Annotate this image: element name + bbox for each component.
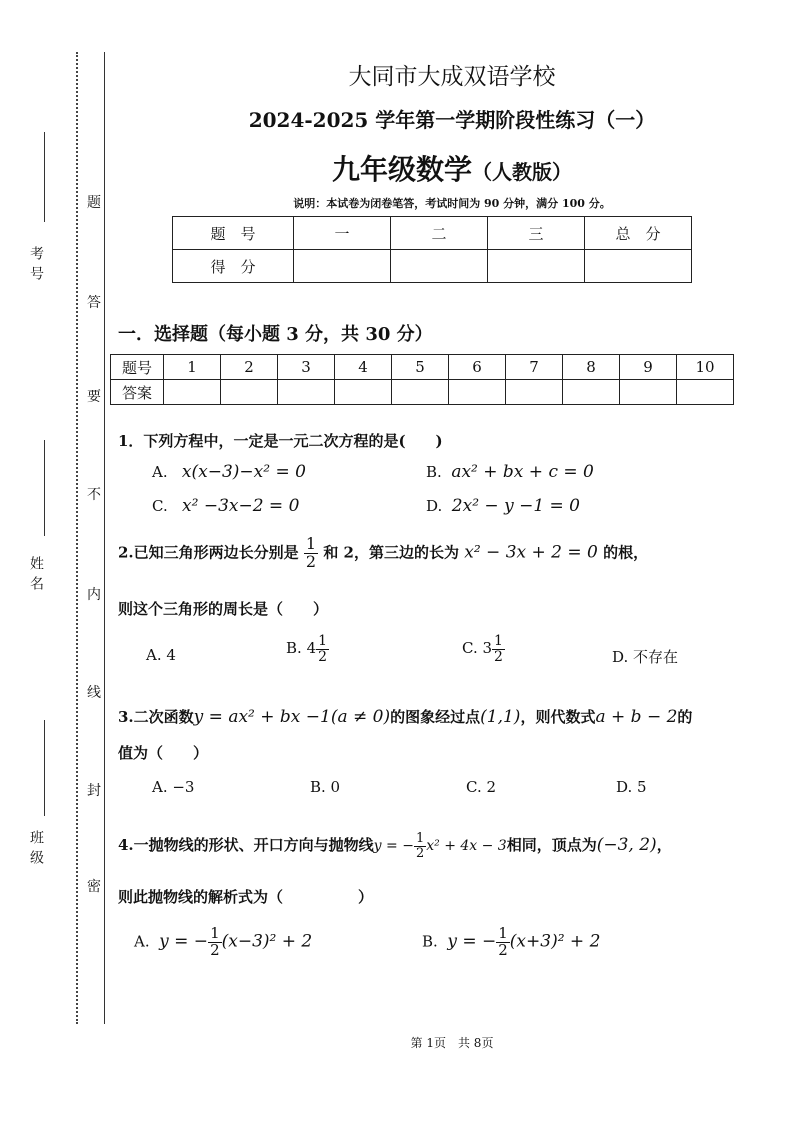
answer-table-label: 题号: [111, 355, 164, 380]
question-1-option-b[interactable]: B. ax² + bx + c = 0: [426, 462, 594, 482]
question-number-cell: 2: [221, 355, 278, 380]
section-title: 一．选择题（每小题 3 分，共 30 分）: [118, 324, 433, 345]
answer-cell[interactable]: [620, 380, 677, 405]
exam-note: 说明：本试卷为闭卷笔答，考试时间为 90 分钟，满分 100 分。: [293, 197, 611, 210]
q2-stem-part: 的根，: [603, 543, 649, 562]
score-cell[interactable]: [585, 250, 692, 283]
question-2-option-c[interactable]: [462, 634, 505, 664]
option-label: B.: [422, 932, 438, 951]
subject-title: [110, 148, 794, 188]
q3-point: (1,1): [480, 707, 521, 727]
option-label: A.: [134, 932, 150, 951]
q3-stem-part: 3.二次函数: [118, 708, 194, 726]
fraction-denominator: 2: [318, 648, 328, 665]
term-title: 2024-2025 学年第一学期阶段性练习（一）: [248, 108, 656, 132]
seal-char: 答: [87, 295, 101, 311]
question-3-option-d[interactable]: D. 5: [616, 778, 647, 796]
score-row-label: 得 分: [173, 250, 294, 283]
dotted-cut-line: [76, 52, 78, 1024]
question-number-cell: 3: [278, 355, 335, 380]
question-4-option-a[interactable]: [134, 926, 312, 959]
score-cell[interactable]: [294, 250, 391, 283]
question-number-cell: 8: [563, 355, 620, 380]
q3-stem-part: 的图象经过点: [390, 708, 481, 726]
score-table-header-row: [173, 217, 692, 250]
score-table-header-cell: 总 分: [585, 217, 692, 250]
option-a-math: x(x−3)−x² = 0: [181, 462, 306, 482]
q4-function-prefix: y = −: [373, 838, 414, 855]
fraction-numerator: 1: [305, 534, 317, 553]
fraction-numerator: 1: [318, 633, 328, 649]
seal-char: 封: [87, 783, 101, 799]
fraction-numerator: 1: [494, 633, 503, 649]
score-table: [172, 216, 692, 283]
name-blank[interactable]: [44, 440, 45, 536]
q2-stem-part: 和 2，第三边的长为: [323, 543, 459, 562]
answer-cell[interactable]: [449, 380, 506, 405]
q4-stem-part: 相同，顶点为: [506, 836, 597, 855]
question-1-stem: 1．下列方程中，一定是一元二次方程的是( ): [118, 432, 443, 450]
question-number-cell: 9: [620, 355, 677, 380]
question-2-stem-line2: 则这个三角形的周长是（ ）: [118, 600, 329, 618]
fraction-denominator: 2: [498, 940, 508, 959]
question-3-option-c[interactable]: C. 2: [466, 778, 497, 796]
mixed-number-fraction: [492, 634, 505, 664]
q3-stem-part: 的: [677, 708, 693, 726]
seal-char: 题: [87, 195, 101, 211]
q2-equation: x² − 3x + 2 = 0: [464, 542, 598, 563]
mixed-number-whole: 3: [482, 639, 493, 658]
exam-number-label: 考号: [28, 246, 44, 286]
seal-char: 线: [87, 685, 101, 701]
q4-vertex: (−3, 2): [596, 835, 657, 856]
answer-cell[interactable]: [278, 380, 335, 405]
question-number-cell: 1: [164, 355, 221, 380]
question-1-option-a[interactable]: A. x(x−3)−x² = 0: [152, 462, 306, 482]
q4-function-suffix: x² + 4x − 3: [426, 838, 507, 855]
question-3-option-a[interactable]: A. −3: [152, 778, 195, 796]
option-a-fraction: [208, 926, 222, 959]
question-number-cell: 6: [449, 355, 506, 380]
class-label: 班级: [28, 830, 44, 870]
answer-cell[interactable]: [392, 380, 449, 405]
option-b-suffix: (x+3)² + 2: [509, 931, 601, 952]
question-3-stem: [118, 706, 692, 727]
q3-expression: a + b − 2: [595, 707, 678, 727]
q3-function: y = ax² + bx −1(a ≠ 0): [193, 707, 391, 727]
question-4-stem: [118, 832, 672, 860]
answer-cell[interactable]: [677, 380, 734, 405]
seal-char: 内: [87, 587, 101, 603]
option-a-suffix: (x−3)² + 2: [221, 931, 313, 952]
option-d-math: 2x² − y −1 = 0: [451, 496, 581, 516]
fraction-denominator: 2: [415, 845, 425, 861]
question-number-cell: 4: [335, 355, 392, 380]
fraction-denominator: 2: [210, 940, 220, 959]
fraction-denominator: 2: [305, 551, 317, 571]
q3-stem-part: ，则代数式: [520, 708, 596, 726]
edition-label: （人教版）: [472, 160, 572, 184]
score-cell[interactable]: [488, 250, 585, 283]
question-2-stem: [118, 536, 648, 571]
option-label: B.: [286, 639, 302, 658]
q2-stem-part: 2.已知三角形两边长分别是: [118, 543, 299, 562]
score-table-header-cell: 三: [488, 217, 585, 250]
fraction-denominator: 2: [494, 648, 503, 665]
option-b-fraction: [496, 926, 510, 959]
option-b-prefix: y = −: [447, 931, 497, 952]
answer-table-number-row: [111, 355, 734, 380]
q4-fraction: [414, 832, 426, 860]
exam-number-blank[interactable]: [44, 132, 45, 222]
seal-char: 不: [87, 487, 101, 503]
fraction-numerator: 1: [415, 831, 425, 846]
score-cell[interactable]: [391, 250, 488, 283]
q2-fraction: [304, 536, 318, 571]
seal-char: 密: [87, 879, 101, 895]
subject-name: 九年级数学: [331, 153, 472, 186]
q4-stem-part: 4.一抛物线的形状、开口方向与抛物线: [118, 836, 374, 855]
fraction-numerator: 1: [498, 924, 508, 942]
q4-stem-part: ，: [656, 836, 672, 855]
mixed-number-fraction: [316, 634, 329, 664]
answer-cell[interactable]: [164, 380, 221, 405]
mixed-number-whole: 4: [306, 639, 317, 658]
question-number-cell: 7: [506, 355, 563, 380]
option-a-prefix: y = −: [159, 931, 209, 952]
question-number-cell: 10: [677, 355, 734, 380]
score-table-score-row: [173, 250, 692, 283]
answer-cell[interactable]: [221, 380, 278, 405]
question-2-option-a[interactable]: A. 4: [146, 646, 176, 664]
fraction-numerator: 1: [210, 924, 220, 942]
question-4-stem-line2: 则此抛物线的解析式为（ ）: [118, 888, 374, 906]
school-name: 大同市大成双语学校: [348, 64, 556, 90]
option-label: C.: [462, 639, 478, 658]
question-3-option-b[interactable]: B. 0: [310, 778, 341, 796]
answer-table-label: 答案: [111, 380, 164, 405]
question-2-option-b[interactable]: [286, 634, 329, 664]
score-table-header-cell: 题 号: [173, 217, 294, 250]
score-table-header-cell: 二: [391, 217, 488, 250]
answer-table: [110, 354, 734, 405]
score-table-header-cell: 一: [294, 217, 391, 250]
question-4-option-b[interactable]: [422, 926, 600, 959]
seal-char: 要: [87, 389, 101, 405]
name-label: 姓名: [28, 556, 44, 596]
question-number-cell: 5: [392, 355, 449, 380]
answer-cell[interactable]: [563, 380, 620, 405]
question-1-option-d[interactable]: D. 2x² − y −1 = 0: [426, 496, 581, 516]
question-3-stem-line2: 值为（ ）: [118, 744, 209, 762]
option-c-math: x² −3x−2 = 0: [182, 496, 300, 516]
option-b-math: ax² + bx + c = 0: [451, 462, 594, 482]
answer-cell[interactable]: [506, 380, 563, 405]
binding-line: [104, 52, 105, 1024]
answer-cell[interactable]: [335, 380, 392, 405]
class-blank[interactable]: [44, 720, 45, 816]
page-footer: 第 1页 共 8页: [410, 1036, 494, 1050]
question-1-option-c[interactable]: C. x² −3x−2 = 0: [152, 496, 300, 516]
answer-table-answer-row: [111, 380, 734, 405]
question-2-option-d[interactable]: D. 不存在: [612, 648, 679, 666]
